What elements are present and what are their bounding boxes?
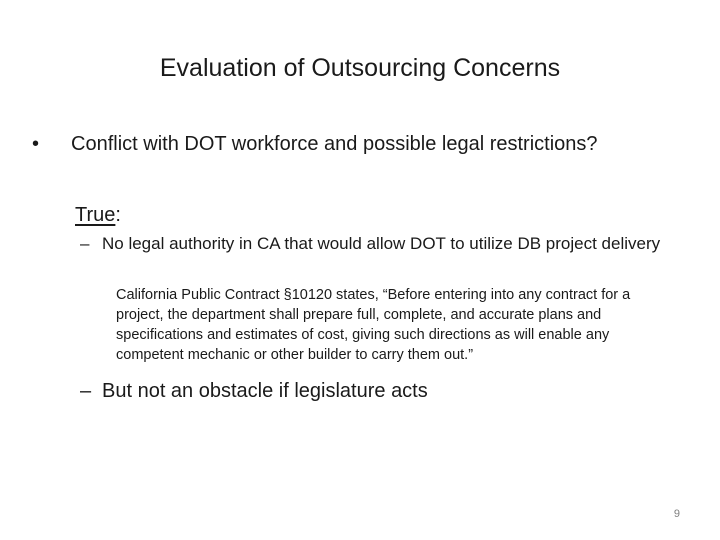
- bullet-marker: •: [32, 133, 40, 155]
- sub-item-text: But not an obstacle if legislature acts: [102, 380, 428, 402]
- dash-marker: –: [80, 380, 92, 402]
- page-number: 9: [673, 508, 680, 520]
- true-heading: [75, 201, 121, 229]
- true-colon: :: [115, 204, 121, 226]
- true-label: True: [75, 204, 116, 226]
- dash-marker: –: [80, 234, 90, 253]
- contract-quote: California Public Contract §10120 states, “Before entering into any contract for a project, the department shall prepare full, complete, and accurate plans and specifications and estimates of cost, giving such directions as will enable any competent mechanic or other builder to carry them out.”: [116, 287, 631, 363]
- slide-title: Evaluation of Outsourcing Concerns: [159, 54, 561, 82]
- sub-item-text: No legal authority in CA that would allow DOT to utilize DB project delivery: [102, 234, 661, 253]
- bullet-text: Conflict with DOT workforce and possible legal restrictions?: [71, 133, 598, 155]
